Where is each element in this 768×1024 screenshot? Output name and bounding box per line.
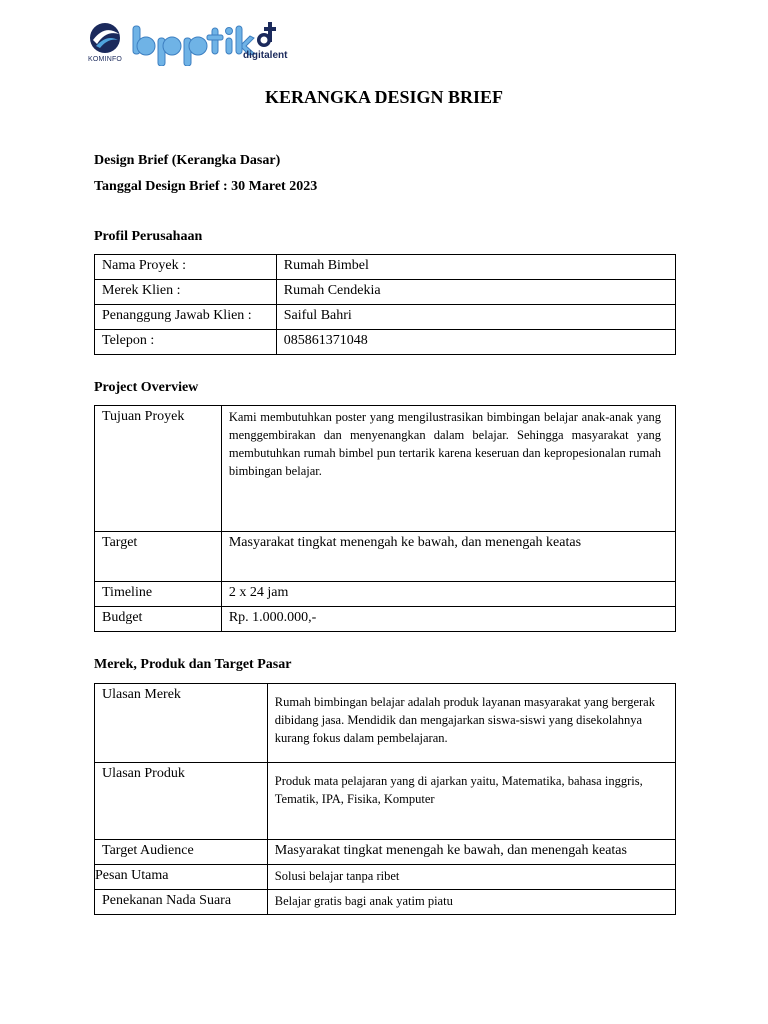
row-label: Target Audience	[102, 843, 194, 858]
row-value: Rumah Bimbel	[283, 258, 369, 273]
row-value: Solusi belajar tanpa ribet	[274, 869, 400, 883]
row-value: 2 x 24 jam	[228, 585, 289, 600]
row-label: Ulasan Merek	[102, 687, 181, 702]
table-row	[95, 840, 676, 865]
row-label: Tujuan Proyek	[102, 409, 185, 424]
profil-heading: Profil Perusahaan	[94, 229, 203, 244]
table-row	[95, 280, 676, 305]
kominfo-logo-icon	[90, 23, 120, 53]
table-row	[95, 305, 676, 330]
row-label: Penekanan Nada Suara	[102, 893, 232, 908]
row-label: Nama Proyek :	[102, 258, 186, 273]
table-row	[95, 255, 676, 280]
merek-heading: Merek, Produk dan Target Pasar	[94, 657, 292, 672]
row-value: 085861371048	[283, 333, 368, 348]
row-label: Ulasan Produk	[102, 766, 185, 781]
bpptik-logo-icon	[133, 26, 255, 66]
row-value: Rumah Cendekia	[283, 283, 381, 298]
row-value: Masyarakat tingkat menengah ke bawah, dan menengah keatas	[228, 535, 582, 550]
overview-heading: Project Overview	[94, 380, 199, 395]
profil-table	[94, 254, 676, 355]
row-label: Pesan Utama	[95, 868, 169, 883]
table-row	[95, 330, 676, 355]
table-row	[95, 763, 676, 840]
digitalent-logo-icon	[257, 22, 276, 47]
row-value: Rp. 1.000.000,-	[228, 610, 317, 625]
row-label: Telepon :	[102, 333, 155, 348]
date-line: Tanggal Design Brief : 30 Maret 2023	[94, 179, 318, 194]
table-row	[95, 406, 676, 532]
digitalent-label: digitalent	[243, 50, 288, 61]
row-label: Penanggung Jawab Klien :	[102, 308, 252, 323]
row-value: Kami membutuhkan poster yang mengilustrasikan bimbingan belajar anak-anak yang menggembirakan dan menyenangkan dalam belajar. Sehingga masyarakat yang membutuhkan rumah bimbel pun tertarik karena keseruan dan kepropesionalan rumah bimbingan belajar.	[228, 410, 661, 478]
row-label: Merek Klien :	[102, 283, 181, 298]
table-row	[95, 890, 676, 915]
kominfo-label: KOMINFO	[88, 56, 123, 63]
merek-table	[94, 683, 676, 915]
row-label: Timeline	[102, 585, 153, 600]
overview-table	[94, 405, 676, 632]
table-row	[95, 582, 676, 607]
subtitle: Design Brief (Kerangka Dasar)	[94, 153, 281, 168]
table-row	[95, 532, 676, 582]
header-logos	[88, 18, 303, 66]
row-label: Budget	[102, 610, 143, 625]
table-row	[95, 865, 676, 890]
row-value: Belajar gratis bagi anak yatim piatu	[274, 894, 453, 908]
row-value: Produk mata pelajaran yang di ajarkan yaitu, Matematika, bahasa inggris, Tematik, IPA, Fisika, Komputer	[274, 774, 643, 806]
page-title: KERANGKA DESIGN BRIEF	[264, 87, 504, 107]
table-row	[95, 684, 676, 763]
row-value: Saiful Bahri	[283, 308, 352, 323]
row-label: Target	[102, 535, 138, 550]
row-value: Rumah bimbingan belajar adalah produk layanan masyarakat yang bergerak dibidang jasa. Mendidik dan mengajarkan siswa-siswi yang disekolahnya kurang fokus dalam pembelajaran.	[274, 695, 655, 745]
table-row	[95, 607, 676, 632]
row-value: Masyarakat tingkat menengah ke bawah, dan menengah keatas	[274, 843, 627, 858]
